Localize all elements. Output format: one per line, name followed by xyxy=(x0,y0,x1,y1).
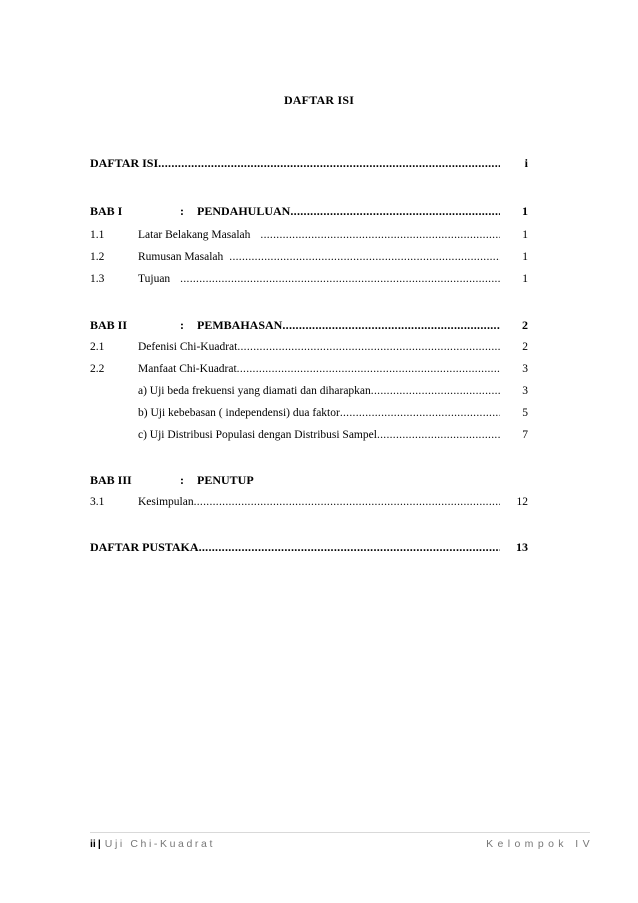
toc-entry-2-2-a[interactable] xyxy=(90,380,528,398)
leader-dots xyxy=(377,428,500,442)
section-number: 1.1 xyxy=(90,229,105,241)
leader-dots xyxy=(260,228,500,242)
toc-page-number: 2 xyxy=(522,341,528,353)
toc-entry-1-1[interactable] xyxy=(90,224,528,242)
toc-entry-label: PENDAHULUAN xyxy=(197,204,291,218)
toc-entry-label: Latar Belakang Masalah xyxy=(138,229,251,241)
toc-entry-label: Tujuan xyxy=(138,273,171,285)
toc-entry-3-1[interactable] xyxy=(90,491,528,509)
toc-entry-label: b) Uji kebebasan ( independensi) dua faktor xyxy=(138,407,340,419)
chapter-number: BAB II xyxy=(90,318,128,332)
toc-entry-1-2[interactable] xyxy=(90,246,528,264)
leader-dots xyxy=(229,250,500,264)
section-number: 1.3 xyxy=(90,273,105,285)
chapter-colon: : xyxy=(180,473,184,487)
toc-page-number: 2 xyxy=(522,318,528,332)
toc-entry-label: Kesimpulan xyxy=(138,496,194,508)
toc-entry-label: Rumusan Masalah xyxy=(138,251,224,263)
section-number: 2.2 xyxy=(90,363,105,375)
footer-document-title: Uji Chi-Kuadrat xyxy=(104,838,215,850)
leader-dots xyxy=(199,540,500,554)
toc-entry-2-2-b[interactable] xyxy=(90,402,528,420)
leader-dots xyxy=(180,272,500,286)
leader-dots xyxy=(290,204,500,218)
chapter-colon: : xyxy=(180,204,184,218)
toc-entry-bab-2[interactable] xyxy=(90,314,528,332)
toc-page-number: 5 xyxy=(522,407,528,419)
toc-page-number: 7 xyxy=(522,429,528,441)
toc-entry-label: DAFTAR PUSTAKA xyxy=(90,540,199,554)
toc-entry-bab-3[interactable] xyxy=(90,469,528,487)
toc-entry-2-2-c[interactable] xyxy=(90,424,528,442)
toc-entry-label: DAFTAR ISI xyxy=(90,156,159,170)
footer-group-name: Kelompok IV xyxy=(486,838,594,850)
toc-entry-label: a) Uji beda frekuensi yang diamati dan diharapkan xyxy=(138,385,371,397)
toc-entry-daftar-isi[interactable] xyxy=(90,152,528,170)
toc-page-number: 12 xyxy=(516,496,528,508)
toc-entry-label: c) Uji Distribusi Populasi dengan Distribusi Sampel xyxy=(138,429,377,441)
footer-divider xyxy=(90,832,590,833)
toc-entry-label: Manfaat Chi-Kuadrat xyxy=(138,363,237,375)
toc-entry-2-2[interactable] xyxy=(90,358,528,376)
chapter-number: BAB I xyxy=(90,204,123,218)
page-title: DAFTAR ISI xyxy=(283,93,355,107)
toc-page-number: 13 xyxy=(516,540,528,554)
footer-left xyxy=(90,838,215,850)
section-number: 3.1 xyxy=(90,496,105,508)
leader-dots xyxy=(282,318,500,332)
chapter-number: BAB III xyxy=(90,473,132,487)
toc-page-number: 3 xyxy=(522,385,528,397)
leader-dots xyxy=(194,495,500,509)
toc-page-number: i xyxy=(524,156,528,170)
section-number: 2.1 xyxy=(90,341,105,353)
chapter-colon: : xyxy=(180,318,184,332)
toc-entry-1-3[interactable] xyxy=(90,268,528,286)
toc-entry-label: Defenisi Chi-Kuadrat xyxy=(138,341,238,353)
leader-dots xyxy=(237,362,500,376)
toc-entry-label: PEMBAHASAN xyxy=(197,318,283,332)
leader-dots xyxy=(158,156,500,170)
toc-entry-label: PENUTUP xyxy=(197,473,254,487)
toc-entry-daftar-pustaka[interactable] xyxy=(90,536,528,554)
leader-dots xyxy=(237,340,500,354)
toc-page-number: 1 xyxy=(522,204,528,218)
footer-separator: | xyxy=(97,838,101,850)
section-number: 1.2 xyxy=(90,251,105,263)
footer-page-number: ii xyxy=(90,838,96,850)
leader-dots xyxy=(371,384,500,398)
leader-dots xyxy=(340,406,500,420)
toc-page-number: 3 xyxy=(522,363,528,375)
toc-entry-bab-1[interactable] xyxy=(90,200,528,218)
toc-page-number: 1 xyxy=(522,229,528,241)
toc-page-number: 1 xyxy=(522,273,528,285)
toc-page-number: 1 xyxy=(522,251,528,263)
toc-entry-2-1[interactable] xyxy=(90,336,528,354)
